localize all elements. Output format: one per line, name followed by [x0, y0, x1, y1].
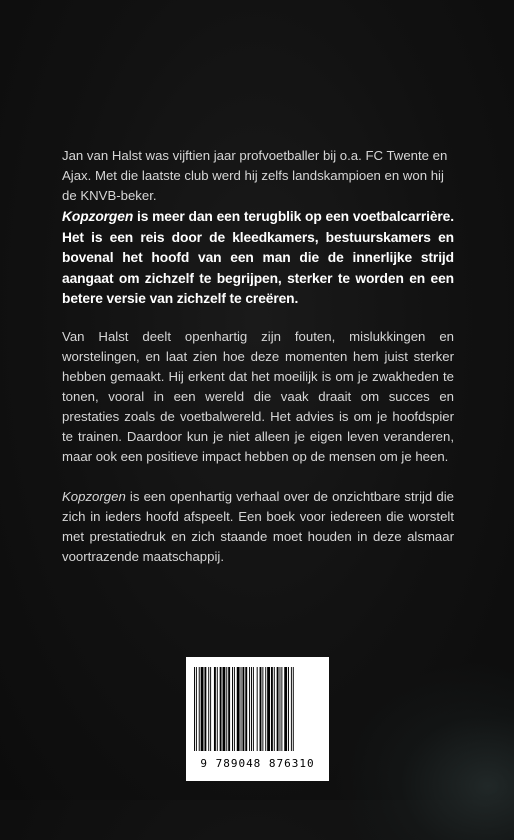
barcode-bar: [293, 667, 294, 751]
closing-text: is een openhartig verhaal over de onzichtbare strijd die zich in ieders hoofd afspeelt. Een boek voor iedereen die worstelt met prestatiedruk en zich staande moet houden in deze alsmaar voortrazende maatschappij.: [62, 489, 454, 564]
background-glow: [334, 660, 514, 840]
barcode-bar: [288, 667, 289, 751]
barcode-bar: [201, 667, 204, 751]
barcode-bar: [210, 667, 211, 751]
barcode-bar: [265, 667, 266, 751]
barcode-bar: [242, 667, 244, 751]
barcode-bar: [257, 667, 258, 751]
barcode-bar: [267, 667, 270, 751]
barcode-bar: [217, 667, 218, 751]
barcode-bar: [291, 667, 292, 751]
barcode-bar: [284, 667, 287, 751]
barcode-bar: [228, 667, 230, 751]
barcode-bar: [223, 667, 226, 751]
barcode-bar: [208, 667, 209, 751]
highlight-text: is meer dan een terugblik op een voetbalcarrière. Het is een reis door de kleedkamers, bestuurskamers en bovenal het hoofd van een man die de innerlijke strijd aangaat om zichzelf te begrijpen, sterker te worden en een betere versie van zichzelf te creëren.: [62, 209, 454, 306]
barcode-label: [186, 657, 329, 781]
highlight-paragraph: [62, 207, 454, 310]
barcode-bar: [194, 667, 195, 751]
barcode-bar: [274, 667, 275, 751]
barcode-bar: [262, 667, 263, 751]
barcode-bar: [204, 667, 206, 751]
barcode-bar: [281, 667, 282, 751]
barcode-bar: [249, 667, 250, 751]
barcode-bar: [214, 667, 216, 751]
body-paragraph: Van Halst deelt openhartig zijn fouten, mislukkingen en worstelingen, en laat zien hoe deze momenten hem juist sterker hebben gemaakt. Hij erkent dat het moeilijk is om je zwakheden te tonen, vooral in een wereld die vaak draait om succes en prestaties zoals de voetbalwereld. Het advies is om je hoofdspier te trainen. Daardoor kun je niet alleen je eigen leven veranderen, maar ook een positieve impact hebben op de mensen om je heen.: [62, 329, 454, 464]
barcode-bar: [271, 667, 273, 751]
barcode-bar: [234, 667, 235, 751]
barcode-bar: [277, 667, 279, 751]
barcode-bar: [237, 667, 240, 751]
barcode-bar: [196, 667, 197, 751]
isbn-number: 9 789048 876310: [200, 757, 315, 770]
barcode-image: [194, 667, 321, 751]
barcode-bar: [241, 667, 242, 751]
barcode-bar: [245, 667, 247, 751]
barcode-bar: [226, 667, 227, 751]
barcode-bar: [199, 667, 200, 751]
barcode-bar: [220, 667, 222, 751]
barcode-bar: [232, 667, 233, 751]
book-title: Kopzorgen: [62, 209, 134, 224]
intro-paragraph: Jan van Halst was vijftien jaar profvoetballer bij o.a. FC Twente en Ajax. Met die laatste club werd hij zelfs landskampioen en won hij de KNVB-beker.: [62, 148, 448, 203]
closing-paragraph: [62, 487, 454, 567]
barcode-bar: [260, 667, 262, 751]
book-title: Kopzorgen: [62, 489, 126, 504]
barcode-bar: [253, 667, 254, 751]
barcode-bar: [280, 667, 281, 751]
barcode-bar: [251, 667, 252, 751]
